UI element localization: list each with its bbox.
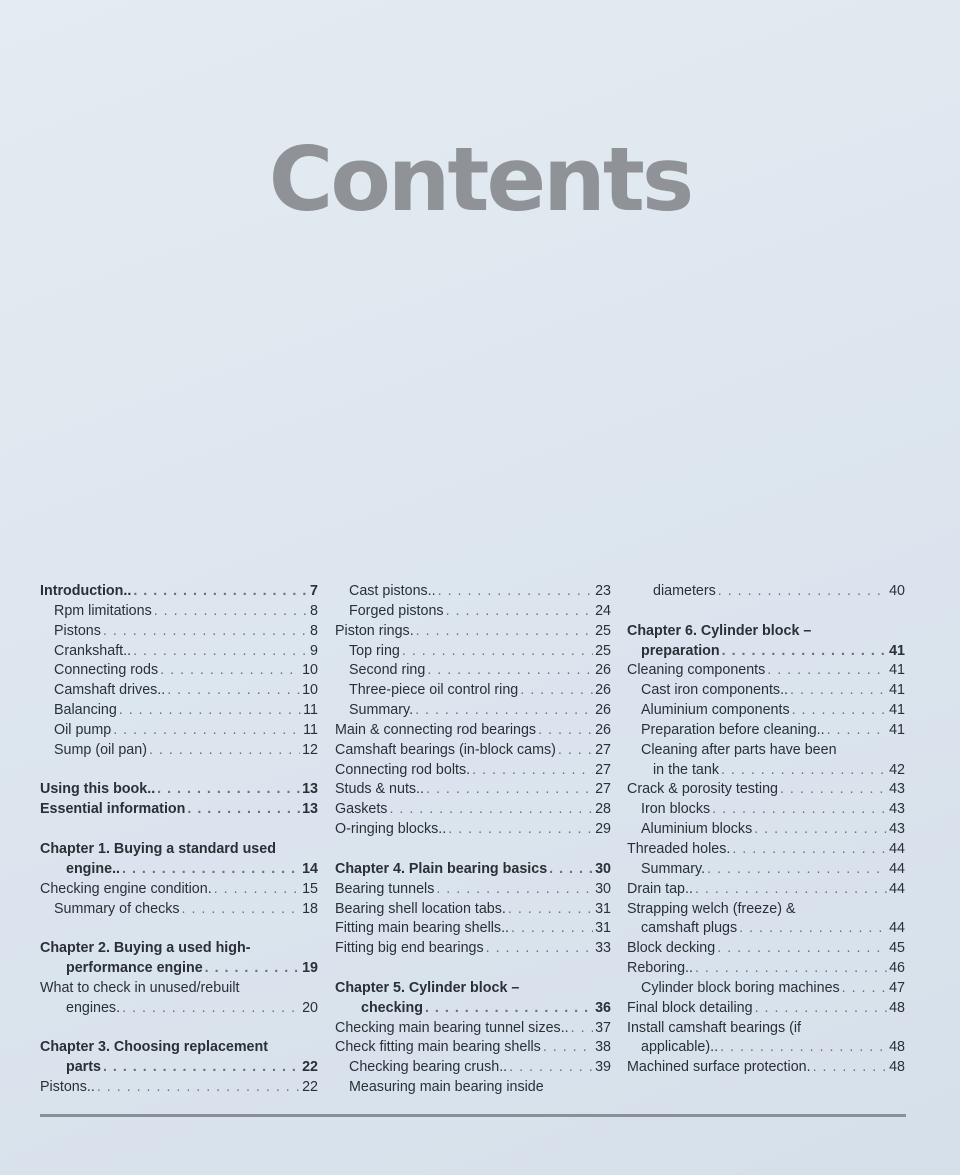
toc-page-number: 28 — [595, 801, 611, 818]
toc-entry — [627, 1019, 905, 1039]
toc-entry-title: Pistons.. — [40, 1079, 95, 1096]
toc-entry — [40, 780, 318, 800]
toc-leader-dots — [103, 622, 308, 642]
toc-page-number: 46 — [889, 960, 905, 977]
toc-entry — [335, 761, 611, 781]
toc-spacer — [40, 919, 318, 939]
toc-leader-dots — [695, 880, 887, 900]
toc-entry — [40, 642, 318, 662]
toc-entry — [335, 741, 611, 761]
toc-entry — [335, 999, 611, 1019]
toc-entry — [627, 840, 905, 860]
toc-entry-title: camshaft plugs — [641, 920, 738, 937]
toc-leader-dots — [402, 642, 593, 662]
toc-entry — [40, 582, 318, 602]
toc-page-number: 23 — [595, 583, 611, 599]
toc-page-number: 15 — [302, 880, 318, 897]
toc-page-number: 41 — [889, 682, 905, 699]
toc-entry — [40, 661, 318, 681]
toc-entry — [335, 1058, 611, 1078]
toc-entry-title: Chapter 2. Buying a used high- — [40, 940, 251, 957]
toc-leader-dots — [205, 959, 300, 979]
toc-spacer — [40, 1019, 318, 1039]
footer-rule — [40, 1114, 906, 1117]
toc-entry — [627, 919, 905, 939]
toc-entry-title: Chapter 4. Plain bearing basics — [335, 860, 548, 877]
toc-entry-title: engines. — [66, 999, 121, 1016]
toc-entry — [627, 642, 905, 662]
toc-entry — [627, 820, 905, 840]
toc-leader-dots — [446, 602, 594, 622]
toc-spacer — [40, 820, 318, 840]
toc-entry — [627, 999, 905, 1019]
toc-entry-title: Forged pistons — [349, 602, 444, 619]
toc-leader-dots — [722, 642, 887, 662]
toc-entry-title: Checking main bearing tunnel sizes.. — [335, 1019, 569, 1036]
toc-leader-dots — [438, 582, 593, 602]
toc-entry-title: Piston rings. — [335, 622, 414, 639]
toc-entry-title: Block decking — [627, 940, 716, 957]
toc-entry-title: Essential information — [40, 801, 186, 818]
toc-leader-dots — [415, 701, 593, 721]
toc-page-number: 11 — [303, 721, 318, 738]
toc-leader-dots — [187, 800, 300, 820]
toc-entry-title: Gaskets — [335, 801, 388, 818]
toc-spacer — [627, 602, 905, 622]
toc-leader-dots — [486, 939, 593, 959]
toc-page-number: 33 — [595, 940, 611, 957]
toc-entry — [627, 1038, 905, 1058]
toc-leader-dots — [167, 681, 300, 701]
toc-entry — [40, 1058, 318, 1078]
toc-entry-title: Pistons — [54, 622, 101, 639]
toc-leader-dots — [790, 681, 887, 701]
toc-page-number: 13 — [302, 781, 318, 798]
page-title: Contents — [268, 128, 692, 231]
toc-page-number: 43 — [889, 781, 905, 798]
toc-leader-dots — [122, 999, 300, 1019]
toc-leader-dots — [558, 741, 593, 761]
toc-page-number: 8 — [310, 622, 318, 639]
toc-entry-title: Bearing shell location tabs. — [335, 900, 506, 917]
toc-entry — [40, 1078, 318, 1098]
toc-entry-title: Fitting big end bearings — [335, 940, 484, 957]
toc-leader-dots — [416, 622, 593, 642]
toc-leader-dots — [425, 999, 593, 1019]
toc-entry — [40, 701, 318, 721]
toc-page-number: 8 — [310, 602, 318, 619]
toc-leader-dots — [133, 582, 308, 602]
toc-entry-title: in the tank — [653, 761, 719, 778]
toc-entry-title: Camshaft bearings (in-block cams) — [335, 741, 556, 758]
toc-page-number: 24 — [595, 602, 611, 619]
toc-entry-title: Strapping welch (freeze) & — [627, 900, 796, 917]
toc-entry — [40, 800, 318, 820]
toc-leader-dots — [182, 900, 301, 920]
toc-leader-dots — [842, 979, 887, 999]
toc-page-number: 43 — [889, 821, 905, 838]
toc-spacer — [40, 761, 318, 781]
toc-entry-title: Chapter 1. Buying a standard used — [40, 840, 276, 857]
toc-leader-dots — [119, 701, 301, 721]
toc-entry-title: Using this book.. — [40, 781, 156, 798]
toc-entry-title: Threaded holes. — [627, 840, 731, 857]
toc-entry — [335, 860, 611, 880]
toc-entry-title: Drain tap.. — [627, 880, 693, 897]
toc-entry-title: Introduction.. — [40, 583, 132, 599]
toc-entry-title: Main & connecting rod bearings — [335, 721, 537, 738]
toc-entry-title: Rpm limitations — [54, 602, 152, 619]
toc-entry-title: Cast pistons.. — [349, 583, 436, 599]
toc-page-number: 19 — [302, 960, 318, 977]
toc-leader-dots — [389, 800, 593, 820]
toc-leader-dots — [543, 1038, 593, 1058]
toc-leader-dots — [448, 820, 593, 840]
toc-entry-title: Three-piece oil control ring — [349, 682, 519, 699]
toc-page-number: 9 — [310, 642, 318, 659]
toc-entry-title: O-ringing blocks.. — [335, 821, 447, 838]
toc-leader-dots — [732, 840, 887, 860]
toc-leader-dots — [549, 860, 593, 880]
toc-leader-dots — [695, 959, 887, 979]
toc-entry — [627, 761, 905, 781]
toc-entry-title: Top ring — [349, 642, 400, 659]
toc-entry — [627, 741, 905, 761]
toc-page-number: 44 — [889, 920, 905, 937]
toc-entry — [40, 939, 318, 959]
toc-spacer — [335, 959, 611, 979]
toc-entry — [40, 900, 318, 920]
toc-entry — [335, 900, 611, 920]
toc-entry — [335, 800, 611, 820]
toc-entry-title: Bearing tunnels — [335, 880, 435, 897]
toc-entry — [627, 959, 905, 979]
toc-page-number: 31 — [595, 900, 611, 917]
toc-page-number: 14 — [302, 860, 318, 877]
toc-entry — [627, 681, 905, 701]
toc-leader-dots — [436, 880, 593, 900]
toc-page-number: 36 — [595, 999, 611, 1016]
toc-entry-title: Oil pump — [54, 721, 112, 738]
toc-entry-title: Aluminium components — [641, 702, 790, 719]
toc-leader-dots — [133, 642, 308, 662]
toc-leader-dots — [160, 661, 300, 681]
toc-entry-title: applicable).. — [641, 1039, 719, 1056]
toc-entry-title: Cleaning components — [627, 662, 766, 679]
toc-entry-title: Camshaft drives.. — [54, 682, 166, 699]
toc-leader-dots — [739, 919, 887, 939]
toc-leader-dots — [754, 820, 887, 840]
toc-entry-title: preparation — [641, 642, 720, 659]
toc-entry — [335, 721, 611, 741]
toc-entry-title: Crack & porosity testing — [627, 781, 778, 798]
toc-page-number: 31 — [595, 920, 611, 937]
toc-entry — [40, 979, 318, 999]
toc-entry-title: Balancing — [54, 702, 117, 719]
toc-leader-dots — [508, 900, 593, 920]
toc-entry — [627, 1058, 905, 1078]
toc-page-number: 27 — [595, 781, 611, 798]
toc-page-number: 26 — [595, 682, 611, 699]
toc-entry — [335, 661, 611, 681]
toc-entry-title: What to check in unused/rebuilt — [40, 979, 240, 996]
toc-entry — [335, 701, 611, 721]
toc-entry — [335, 681, 611, 701]
toc-entry — [627, 582, 905, 602]
toc-entry-title: Preparation before cleaning.. — [641, 721, 825, 738]
toc-entry — [627, 860, 905, 880]
toc-page-number: 44 — [889, 860, 905, 877]
toc-page-number: 22 — [302, 1079, 318, 1096]
toc-entry-title: Measuring main bearing inside — [349, 1079, 544, 1096]
toc-entry-title: Aluminium blocks — [641, 821, 753, 838]
toc-entry — [627, 661, 905, 681]
toc-entry — [335, 820, 611, 840]
toc-entry — [335, 1038, 611, 1058]
toc-entry — [40, 681, 318, 701]
toc-page-number: 48 — [889, 999, 905, 1016]
toc-page-number: 40 — [889, 583, 905, 599]
toc-entry — [335, 979, 611, 999]
toc-entry — [627, 780, 905, 800]
toc-entry-title: Machined surface protection. — [627, 1059, 811, 1076]
toc-leader-dots — [426, 780, 593, 800]
toc-page-number: 41 — [889, 721, 905, 738]
toc-page-number: 10 — [302, 662, 318, 679]
toc-page-number: 37 — [595, 1019, 611, 1036]
toc-entry-title: Checking engine condition. — [40, 880, 212, 897]
toc-leader-dots — [157, 780, 300, 800]
toc-entry-title: performance engine — [66, 960, 203, 977]
toc-entry-title: Fitting main bearing shells.. — [335, 920, 510, 937]
toc-entry-title: Checking bearing crush.. — [349, 1059, 508, 1076]
toc-page-number: 41 — [889, 662, 905, 679]
toc-entry-title: parts — [66, 1059, 101, 1076]
toc-entry — [627, 800, 905, 820]
toc-entry — [627, 622, 905, 642]
toc-entry — [40, 860, 318, 880]
toc-page-number: 41 — [889, 702, 905, 719]
toc-leader-dots — [538, 721, 593, 741]
toc-entry — [40, 880, 318, 900]
toc-leader-dots — [472, 761, 593, 781]
toc-page-number: 26 — [595, 662, 611, 679]
toc-leader-dots — [720, 1038, 887, 1058]
toc-page-number: 7 — [310, 583, 318, 599]
toc-page-number: 27 — [595, 741, 611, 758]
toc-entry — [627, 900, 905, 920]
toc-leader-dots — [780, 780, 887, 800]
toc-page-number: 26 — [595, 702, 611, 719]
toc-entry-title: Chapter 5. Cylinder block – — [335, 979, 520, 996]
toc-entry — [627, 701, 905, 721]
toc-page-number: 20 — [302, 999, 318, 1016]
toc-leader-dots — [767, 661, 887, 681]
toc-entry-title: Connecting rod bolts. — [335, 761, 471, 778]
toc-entry-title: Summary of checks — [54, 900, 180, 917]
toc-spacer — [335, 840, 611, 860]
toc-entry — [40, 1038, 318, 1058]
toc-leader-dots — [827, 721, 887, 741]
toc-leader-dots — [792, 701, 887, 721]
toc-page-number: 25 — [595, 622, 611, 639]
toc-page-number: 45 — [889, 940, 905, 957]
toc-page-number: 27 — [595, 761, 611, 778]
toc-page-number: 22 — [302, 1059, 318, 1076]
toc-entry-title: checking — [361, 999, 423, 1016]
toc-entry — [335, 919, 611, 939]
toc-page-number: 44 — [889, 840, 905, 857]
toc-column-3 — [627, 582, 905, 1078]
toc-entry — [40, 999, 318, 1019]
toc-leader-dots — [122, 860, 300, 880]
toc-entry — [335, 602, 611, 622]
toc-entry-title: Studs & nuts.. — [335, 781, 425, 798]
toc-page-number: 44 — [889, 880, 905, 897]
toc-leader-dots — [149, 741, 300, 761]
toc-entry — [627, 880, 905, 900]
toc-leader-dots — [813, 1058, 888, 1078]
toc-entry-title: Sump (oil pan) — [54, 741, 147, 758]
toc-entry — [40, 959, 318, 979]
toc-leader-dots — [520, 681, 593, 701]
toc-entry-title: Summary. — [641, 860, 706, 877]
toc-entry — [40, 741, 318, 761]
toc-page-number: 41 — [889, 642, 905, 659]
toc-leader-dots — [511, 919, 593, 939]
toc-page-number: 30 — [595, 880, 611, 897]
toc-entry — [40, 622, 318, 642]
toc-entry-title: engine.. — [66, 860, 121, 877]
toc-leader-dots — [427, 661, 593, 681]
toc-entry-title: Chapter 3. Choosing replacement — [40, 1039, 269, 1056]
toc-entry-title: Second ring — [349, 662, 426, 679]
toc-entry — [335, 1078, 611, 1098]
toc-column-2 — [335, 582, 611, 1098]
toc-leader-dots — [509, 1058, 593, 1078]
toc-entry-title: Cleaning after parts have been — [641, 741, 837, 758]
toc-leader-dots — [571, 1019, 593, 1039]
toc-column-1 — [40, 582, 318, 1098]
toc-leader-dots — [718, 582, 887, 602]
toc-entry-title: Reboring.. — [627, 960, 693, 977]
toc-leader-dots — [113, 721, 301, 741]
toc-page-number: 42 — [889, 761, 905, 778]
toc-page-number: 26 — [595, 721, 611, 738]
toc-page-number: 12 — [302, 741, 318, 758]
toc-entry-title: diameters — [653, 583, 716, 599]
toc-leader-dots — [712, 800, 887, 820]
toc-page-number: 25 — [595, 642, 611, 659]
toc-entry — [335, 780, 611, 800]
toc-entry — [627, 979, 905, 999]
toc-page-number: 39 — [595, 1059, 611, 1076]
toc-page-number: 29 — [595, 821, 611, 838]
toc-entry — [335, 622, 611, 642]
toc-leader-dots — [214, 880, 300, 900]
toc-leader-dots — [154, 602, 308, 622]
toc-page-number: 48 — [889, 1059, 905, 1076]
toc-entry-title: Final block detailing — [627, 999, 753, 1016]
toc-entry — [627, 939, 905, 959]
toc-page-number: 48 — [889, 1039, 905, 1056]
toc-page-number: 18 — [302, 900, 318, 917]
toc-page-number: 38 — [595, 1039, 611, 1056]
toc-entry — [335, 939, 611, 959]
toc-leader-dots — [755, 999, 888, 1019]
toc-entry — [335, 582, 611, 602]
toc-page-number: 30 — [595, 860, 611, 877]
toc-entry-title: Chapter 6. Cylinder block – — [627, 622, 812, 639]
toc-entry — [335, 1019, 611, 1039]
toc-leader-dots — [721, 761, 887, 781]
toc-entry — [40, 721, 318, 741]
toc-entry — [40, 602, 318, 622]
toc-entry — [335, 880, 611, 900]
toc-page-number: 43 — [889, 801, 905, 818]
toc-entry-title: Connecting rods — [54, 662, 159, 679]
toc-leader-dots — [97, 1078, 300, 1098]
toc-entry — [627, 721, 905, 741]
toc-page-number: 47 — [889, 979, 905, 996]
toc-leader-dots — [103, 1058, 300, 1078]
toc-entry-title: Cylinder block boring machines — [641, 979, 840, 996]
toc-page-number: 10 — [302, 682, 318, 699]
toc-entry-title: Crankshaft.. — [54, 642, 132, 659]
toc-entry — [335, 642, 611, 662]
toc-page-number: 13 — [302, 801, 318, 818]
toc-entry-title: Iron blocks — [641, 801, 711, 818]
toc-entry-title: Summary. — [349, 702, 414, 719]
toc-leader-dots — [717, 939, 887, 959]
toc-entry-title: Install camshaft bearings (if — [627, 1019, 802, 1036]
toc-entry — [40, 840, 318, 860]
toc-entry-title: Check fitting main bearing shells — [335, 1039, 541, 1056]
toc-entry-title: Cast iron components.. — [641, 682, 789, 699]
toc-leader-dots — [707, 860, 887, 880]
toc-page-number: 11 — [303, 702, 318, 719]
